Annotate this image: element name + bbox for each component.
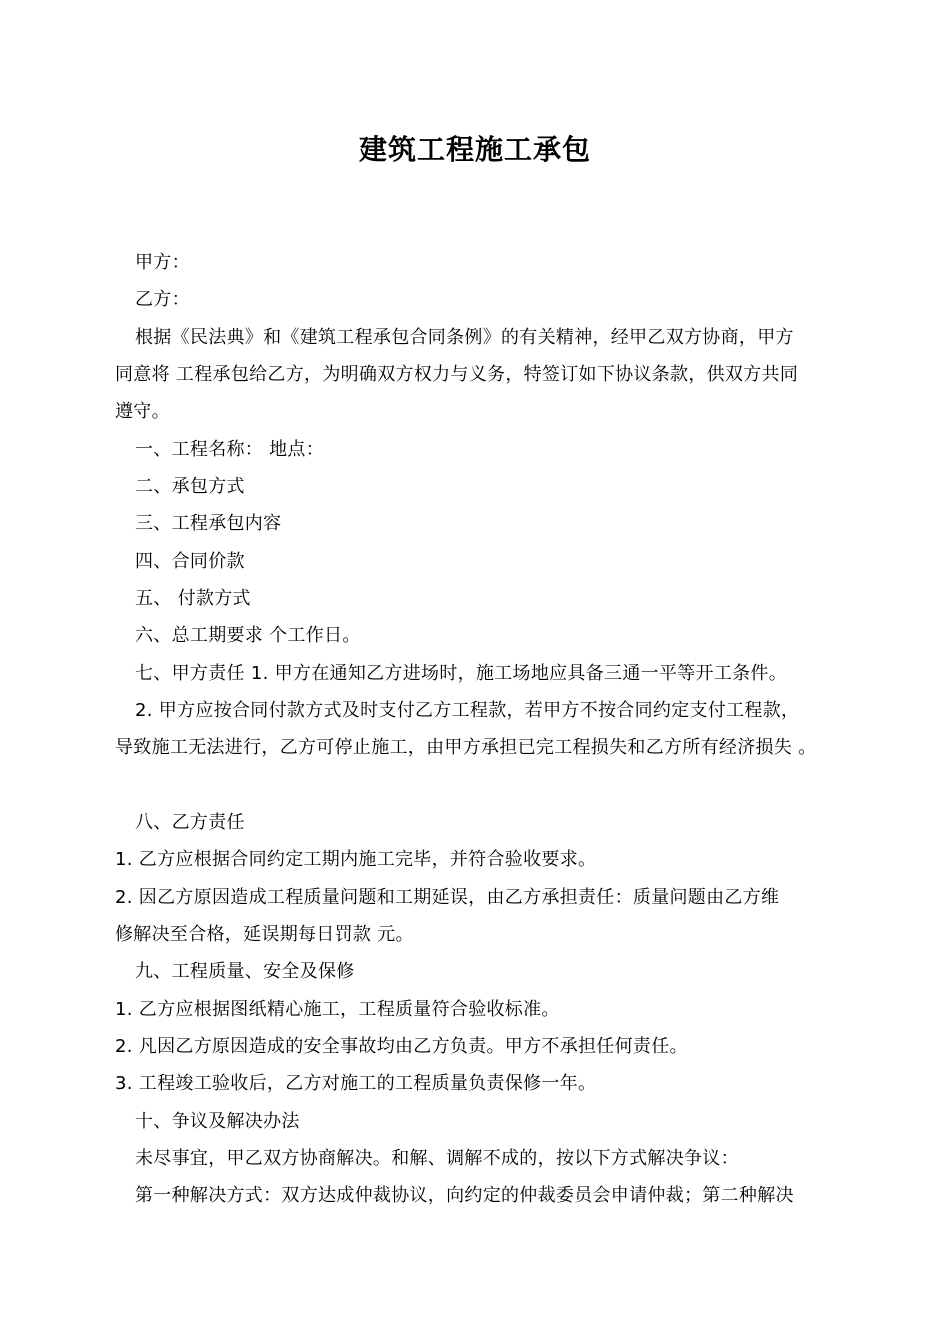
section-heading: 七、甲方责任 1. 甲方在通知乙方进场时，施工场地应具备三通一平等开工条件。	[135, 663, 788, 684]
paragraph-line: 导致施工无法进行，乙方可停止施工，由甲方承担已完工程损失和乙方所有经济损失 。	[115, 737, 817, 758]
section-heading: 四、合同价款	[135, 551, 245, 572]
section-heading: 二、承包方式	[135, 476, 245, 497]
list-item: 3. 工程竣工验收后，乙方对施工的工程质量负责保修一年。	[115, 1073, 597, 1094]
section-heading: 十、争议及解决办法	[135, 1111, 300, 1132]
party-b-line: 乙方：	[135, 289, 190, 310]
paragraph-line: 修解决至合格，延误期每日罚款 元。	[115, 924, 414, 945]
list-item: 2. 凡因乙方原因造成的安全事故均由乙方负责。甲方不承担任何责任。	[115, 1036, 688, 1057]
paragraph-line: 2. 甲方应按合同付款方式及时支付乙方工程款，若甲方不按合同约定支付工程款，	[135, 700, 800, 721]
paragraph-line: 遵守。	[115, 401, 170, 422]
section-heading: 一、工程名称： 地点：	[135, 439, 325, 460]
list-item: 2. 因乙方原因造成工程质量问题和工期延误，由乙方承担责任：质量问题由乙方维	[115, 887, 780, 908]
paragraph-line: 未尽事宜，甲乙双方协商解决。和解、调解不成的，按以下方式解决争议：	[135, 1148, 739, 1169]
section-heading: 五、 付款方式	[135, 588, 251, 609]
section-heading: 六、总工期要求 个工作日。	[135, 625, 361, 646]
list-item: 1. 乙方应根据合同约定工期内施工完毕，并符合验收要求。	[115, 849, 597, 870]
list-item: 1. 乙方应根据图纸精心施工，工程质量符合验收标准。	[115, 999, 560, 1020]
section-heading: 三、工程承包内容	[135, 513, 282, 534]
section-heading: 九、工程质量、安全及保修	[135, 961, 355, 982]
section-heading: 八、乙方责任	[135, 812, 245, 833]
party-a-line: 甲方：	[135, 252, 190, 273]
paragraph-line: 根据《民法典》和《建筑工程承包合同条例》的有关精神，经甲乙双方协商，甲方	[135, 327, 794, 348]
document-title: 建筑工程施工承包	[358, 133, 591, 166]
paragraph-line: 第一种解决方式：双方达成仲裁协议，向约定的仲裁委员会申请仲裁；第二种解决	[135, 1185, 794, 1206]
paragraph-line: 同意将 工程承包给乙方，为明确双方权力与义务，特签订如下协议条款，供双方共同	[115, 364, 799, 385]
